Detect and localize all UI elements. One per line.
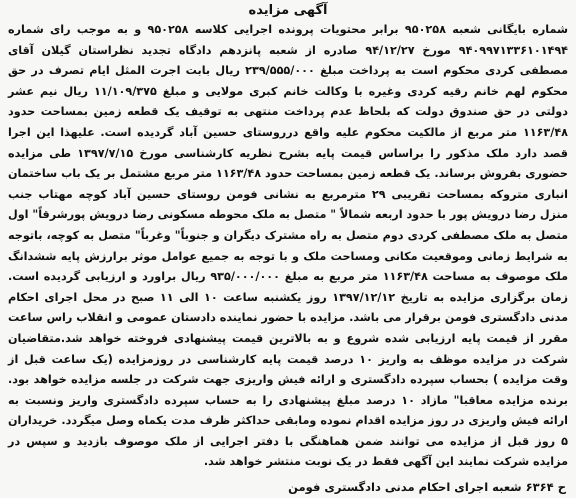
notice-title: آگهی مزایده — [248, 3, 328, 18]
notice-body: شماره بایگانی شعبه ۹۵۰۲۵۸ برابر محتویات پرونده اجرایی کلاسه ۹۵۰۲۵۸ و به موجب رای شماره ۹۴۰۹۹۷۱۳۳۶۱۰۱۴۹۴ مورخ ۹۴/۱۲/۲۷ صادره از شعبه پانزدهم دادگاه تجدید نظراستان گیلان آقای مصطفی کردی محکوم است به پرداخت مبلغ ۲۳۹/۵۵۵/۰۰۰ ریال بابت اجرت المثل ایام تصرف در حق محکوم لهم خانم رقیه کردی وغیره با وکالت خانم کبری مولایی و مبلغ ۱۱/۱۰۹/۳۷۵ ریال نیم عشر دولتی در حق صندوق دولت که بلحاظ عدم پرداخت منتهی به توقیف یک قطعه زمین بمساحت حدود ۱۱۶۳/۴۸ متر مربع از مالکیت محکوم علیه واقع درروستای حسین آباد گردیده است. علیهذا این اجرا قصد دارد ملک مذکور را براساس قیمت پایه بشرح نظریه کارشناسی مورخ ۱۳۹۷/۷/۱۵ طی مزایده حضوری بفروش برساند. یک قطعه زمین بمساحت حدود ۱۱۶۳/۴۸ متر مربع مشتمل بر یک باب ساختمان انباری متروکه بمساحت تقریبی ۲۹ مترمربع به نشانی فومن روستای حسین آباد کوچه مهتاب جنب منزل رضا درویش پور با حدود اربعه شمالاً " متصل به ملک محوطه مسکونی رضا درویش پورشرقاً" اول متصل به ملک مصطفی کردی دوم متصل به راه مشترک دیگران و جنوباً" وغرباً" متصل به کوچه، باتوجه به شرایط زمانی وموقعیت مکانی ومساحت ملک و با توجه به جمیع عوامل موثر برارزش پایه ششدانگ ملک موصوف به مساحت ۱۱۶۳/۴۸ متر مربع به مبلغ ۹۳۵/۰۰۰/۰۰۰ ریال براورد و ارزیابی گردیده است. زمان برگزاری مزایده به تاریخ ۱۳۹۷/۱۲/۱۲ روز یکشنبه ساعت ۱۰ الی ۱۱ صبح در محل اجرای احکام مدنی دادگستری فومن برقرار می باشد. مزایده با حضور نماینده دادستان عمومی و انقلاب راس ساعت مقرر از قیمت پایه ارزیابی شده شروع و به بالاترین قیمت پیشنهادی فروخته خواهد شد.متقاضیان شرکت در مزایده موظف به واریز ۱۰ درصد قیمت پایه کارشناسی در روزمزایده (یک ساعت قبل از وقت مزایده ) بحساب سپرده دادگستری و ارائه فیش واریزی جهت شرکت در جلسه مزایده خواهد بود. برنده مزایده معاقبا" مازاد ۱۰ درصد مبلغ پیشنهادی را به حساب سپرده دادگستری واریز ونسبت به ارائه فیش واریزی در روز مزایده اقدام نموده ومابقی حداکثر ظرف مدت یکماه وصل میگردد. خریداران ۵ روز قبل از مزایده می توانند ضمن هماهنگی با دفتر اجرایی از ملک موصوف بازدید و سپس در مزایده شرکت نمایند این آگهی فقط در یک نوبت منتشر خواهد شد. — [8, 23, 569, 469]
notice-footer: ح ۶۳۶۴ شعبه اجرای احکام مدنی دادگستری فومن — [288, 480, 566, 495]
